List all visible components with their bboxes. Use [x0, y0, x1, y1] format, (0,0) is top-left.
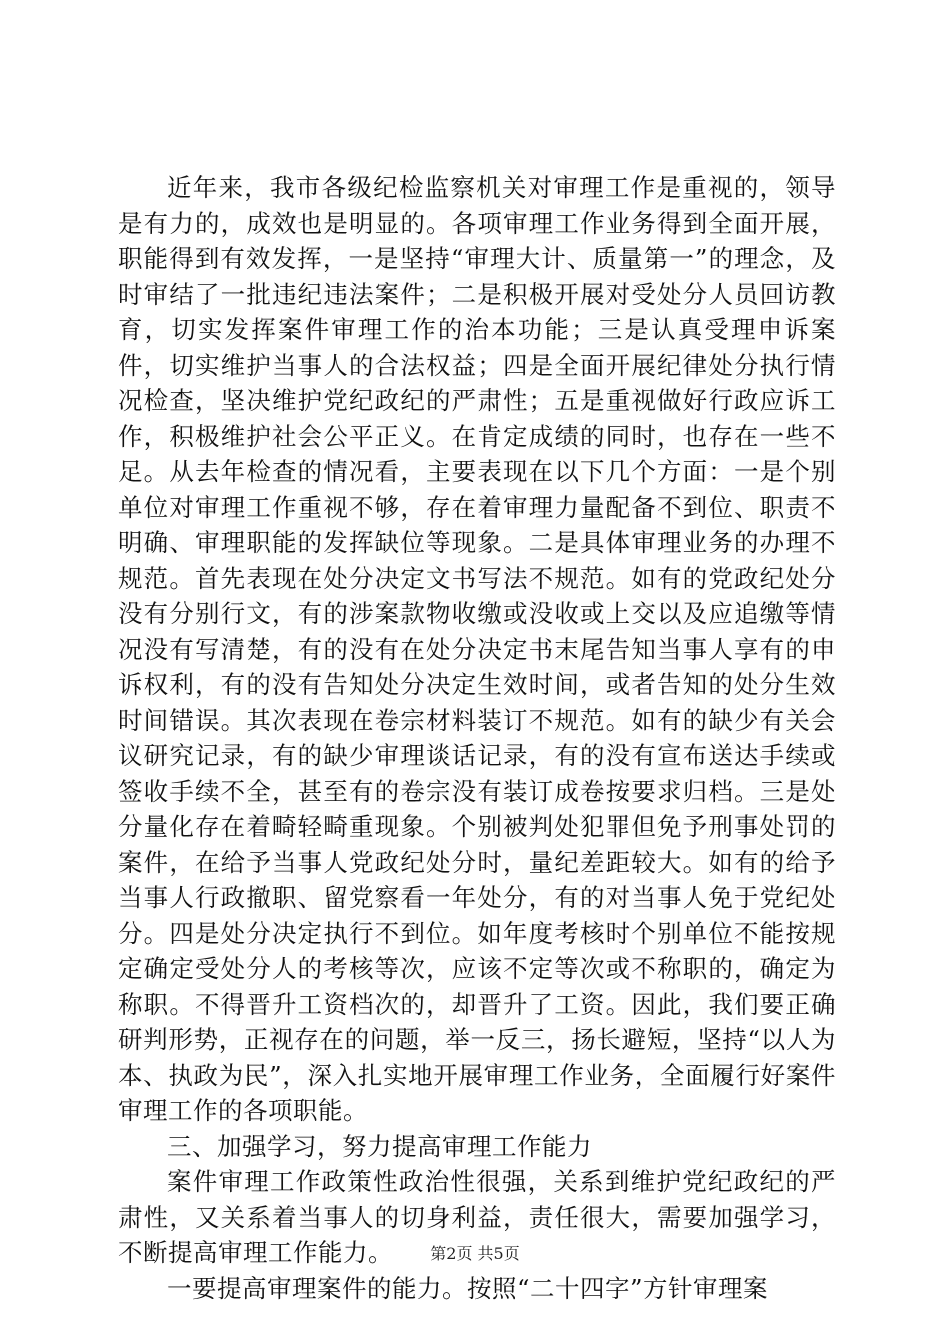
page-footer: 第2页 共5页 — [430, 1244, 520, 1263]
body-paragraph: 一要提高审理案件的能力。按照“二十四字”方针审理案 — [167, 1273, 769, 1303]
body-paragraph: 案件审理工作政策性政治性很强，关系到维护党纪政纪的严肃性，又关系着当事人的切身利益，责任很大，需要加强学习，不断提高审理工作能力。 — [118, 1167, 836, 1267]
body-paragraph: 近年来，我市各级纪检监察机关对审理工作是重视的，领导是有力的，成效也是明显的。各项审理工作业务得到全面开展，职能得到有效发挥，一是坚持“审理大计、质量第一”的理念，及时审结了一批违纪违法案件；二是积极开展对受处分人员回访教育，切实发挥案件审理工作的治本功能；三是认真受理申诉案件，切实维护当事人的合法权益；四是全面开展纪律处分执行情况检查，坚决维护党纪政纪的严肃性；五是重视做好行政应诉工作，积极维护社会公平正义。在肯定成绩的同时，也存在一些不足。从去年检查的情况看，主要表现在以下几个方面：一是个别单位对审理工作重视不够，存在着审理力量配备不到位、职责不明确、审理职能的发挥缺位等现象。二是具体审理业务的办理不规范。首先表现在处分决定文书写法不规范。如有的党政纪处分没有分别行文，有的涉案款物收缴或没收或上交以及应追缴等情况没有写清楚，有的没有在处分决定书末尾告知当事人享有的申诉权利，有的没有告知处分决定生效时间，或者告知的处分生效时间错误。其次表现在卷宗材料装订不规范。如有的缺少有关会议研究记录，有的缺少审理谈话记录，有的没有宣布送达手续或签收手续不全，甚至有的卷宗没有装订成卷按要求归档。三是处分量化存在着畸轻畸重现象。个别被判处犯罪但免予刑事处罚的案件，在给予当事人党政纪处分时，量纪差距较大。如有的给予当事人行政撤职、留党察看一年处分，有的对当事人免于党纪处分。四是处分决定执行不到位。如年度考核时个别单位不能按规定确定受处分人的考核等次，应该不定等次或不称职的，确定为称职。不得晋升工资档次的，却晋升了工资。因此，我们要正确研判形势，正视存在的问题，举一反三，扬长避短，坚持“以人为本、执政为民”，深入扎实地开展审理工作业务，全面履行好案件审理工作的各项职能。 — [118, 173, 836, 1125]
document-body — [118, 170, 836, 1306]
section-heading: 三、加强学习，努力提高审理工作能力 — [167, 1131, 592, 1161]
